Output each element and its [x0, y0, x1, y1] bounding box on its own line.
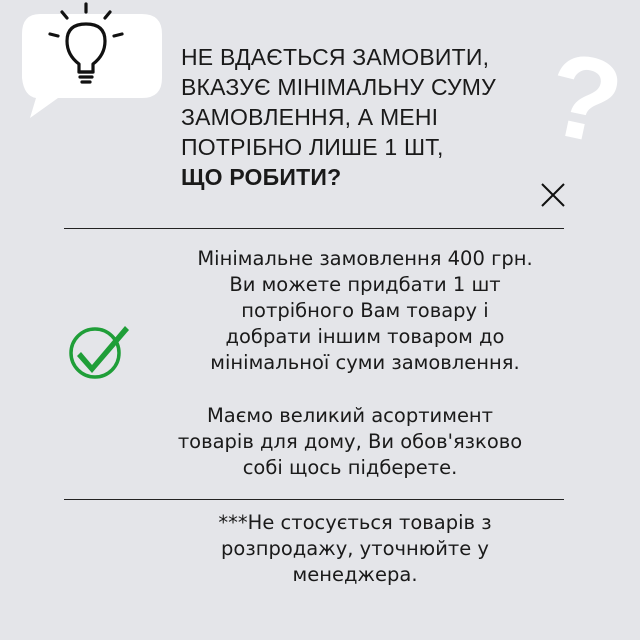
- checkmark-icon: [61, 318, 133, 380]
- answer-line: Мінімальне замовлення 400 грн.: [197, 247, 533, 270]
- note-line: ***Не стосується товарів з: [218, 511, 492, 534]
- answer-line: добрати іншим товаром до: [225, 325, 505, 348]
- question-mark-icon: ?: [535, 26, 634, 172]
- divider-top: [64, 228, 564, 229]
- answer-line: Маємо великий асортимент: [206, 404, 494, 427]
- note-line: менеджера.: [292, 563, 418, 586]
- answer-line: Ви можете придбати 1 шт: [229, 273, 501, 296]
- close-icon: [539, 181, 567, 209]
- question-line: ПОТРІБНО ЛИШЕ 1 ШТ,: [181, 134, 444, 160]
- answer-line: потрібного Вам товару і: [241, 299, 489, 322]
- answer-line: собі щось підберете.: [242, 456, 458, 479]
- answer-line: товарів для дому, Ви обов'язково: [177, 430, 523, 453]
- question-line: ВКАЗУЄ МІНІМАЛЬНУ СУМУ: [181, 74, 496, 100]
- note-line: розпродажу, уточнюйте у: [221, 537, 489, 560]
- question-line: НЕ ВДАЄТЬСЯ ЗАМОВИТИ,: [181, 44, 490, 70]
- question-emphasis: ЩО РОБИТИ?: [181, 164, 342, 190]
- question-line: ЗАМОВЛЕННЯ, А МЕНІ: [181, 104, 439, 130]
- question-text: [181, 42, 561, 192]
- divider-bottom: [64, 499, 564, 500]
- answer-line: мінімальної суми замовлення.: [210, 351, 520, 374]
- speech-bubble: [0, 0, 180, 125]
- answer-paragraph-1: [130, 246, 600, 376]
- sale-note: [150, 510, 560, 588]
- answer-paragraph-2: [125, 403, 575, 481]
